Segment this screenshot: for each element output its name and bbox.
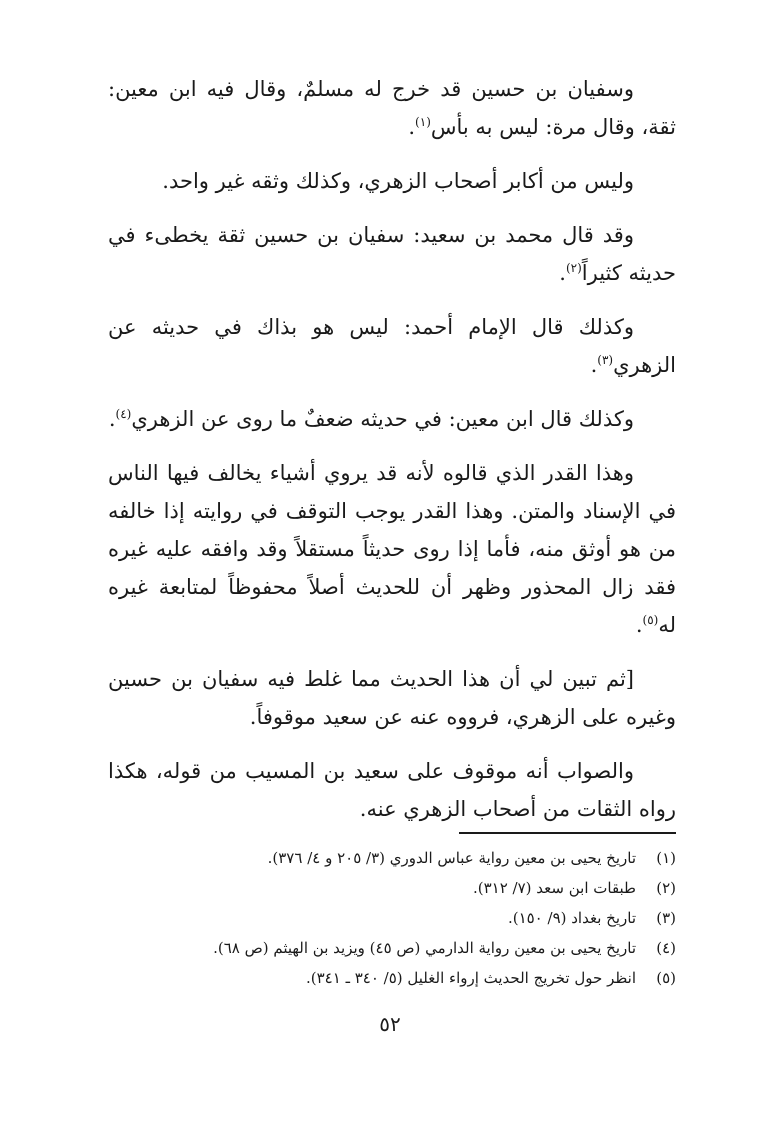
- paragraph-5: [108, 400, 676, 438]
- footnote-ref[interactable]: (٥): [642, 613, 659, 627]
- footnote-text: تاريخ يحيى بن معين رواية عباس الدوري (٣/ ٢٠٥ و ٤/ ٣٧٦).: [267, 849, 636, 867]
- paragraph-text: [ثم تبين لي أن هذا الحديث مما غلط فيه سفيان بن حسين وغيره على الزهري، فرووه عنه عن سعيد موقوفاً.: [108, 667, 676, 729]
- paragraph-tail: .: [590, 353, 598, 377]
- footnote-5: [108, 963, 676, 993]
- paragraph-text: وكذلك قال ابن معين: في حديثه ضعفٌ ما روى عن الزهري: [131, 407, 634, 431]
- paragraph-tail: .: [108, 407, 116, 431]
- paragraph-4: [108, 308, 676, 384]
- page-number: ٥٢: [379, 1012, 401, 1036]
- body-text: [108, 70, 676, 844]
- footnote-separator: [459, 832, 676, 834]
- paragraph-tail: .: [408, 115, 416, 139]
- paragraph-tail: .: [559, 261, 566, 285]
- footnote-text: طبقات ابن سعد (٧/ ٣١٢).: [472, 879, 636, 897]
- paragraph-text: وكذلك قال الإمام أحمد: ليس هو بذاك في حديثه عن الزهري: [108, 315, 676, 377]
- footnote-text: تاريخ يحيى بن معين رواية الدارمي (ص ٤٥) ويزيد بن الهيثم (ص ٦٨).: [213, 939, 636, 957]
- footnote-4: [108, 933, 676, 963]
- paragraph-8: [108, 752, 676, 828]
- footnote-number: (٤): [656, 939, 676, 957]
- paragraph-text: وسفيان بن حسين قد خرج له مسلمٌ، وقال فيه ابن معين: ثقة، وقال مرة: ليس به بأس: [108, 77, 676, 139]
- footnote-text: انظر حول تخريج الحديث إرواء الغليل (٥/ ٣٤٠ ـ ٣٤١).: [306, 969, 636, 987]
- footnote-ref[interactable]: (٢): [565, 261, 582, 275]
- footnote-2: [108, 873, 676, 903]
- footnote-text: تاريخ بغداد (٩/ ١٥٠).: [507, 909, 636, 927]
- paragraph-text: وهذا القدر الذي قالوه لأنه قد يروي أشياء يخالف فيها الناس في الإسناد والمتن. وهذا القدر يوجب التوقف في روايته إذا خالفه من هو أوثق منه، فأما إذا روى حديثاً مستقلاً وقد وافقه عليه غيره فقد زال المحذور وظهر أن للحديث أصلاً محفوظاً لمتابعة غيره له: [108, 461, 676, 637]
- paragraph-3: [108, 216, 676, 292]
- footnote-ref[interactable]: (٤): [115, 407, 132, 421]
- paragraph-1: [108, 70, 676, 146]
- paragraph-7: [108, 660, 676, 736]
- paragraph-2: [108, 162, 676, 200]
- footnote-number: (٣): [656, 909, 676, 927]
- footnote-number: (٢): [656, 879, 676, 897]
- footnote-1: [108, 843, 676, 873]
- footnotes: [108, 843, 676, 993]
- footnote-number: (١): [656, 849, 676, 867]
- paragraph-text: والصواب أنه موقوف على سعيد بن المسيب من قوله، هكذا رواه الثقات من أصحاب الزهري عنه.: [108, 759, 676, 821]
- footnote-ref[interactable]: (٣): [597, 353, 614, 367]
- paragraph-tail: .: [635, 613, 643, 637]
- footnote-ref[interactable]: (١): [415, 115, 431, 129]
- paragraph-text: وليس من أكابر أصحاب الزهري، وكذلك وثقه غير واحد.: [162, 169, 634, 193]
- paragraph-6: [108, 454, 676, 644]
- footnote-3: [108, 903, 676, 933]
- paragraph-text: وقد قال محمد بن سعيد: سفيان بن حسين ثقة يخطىء في حديثه كثيراً: [108, 223, 676, 285]
- footnote-number: (٥): [656, 969, 676, 987]
